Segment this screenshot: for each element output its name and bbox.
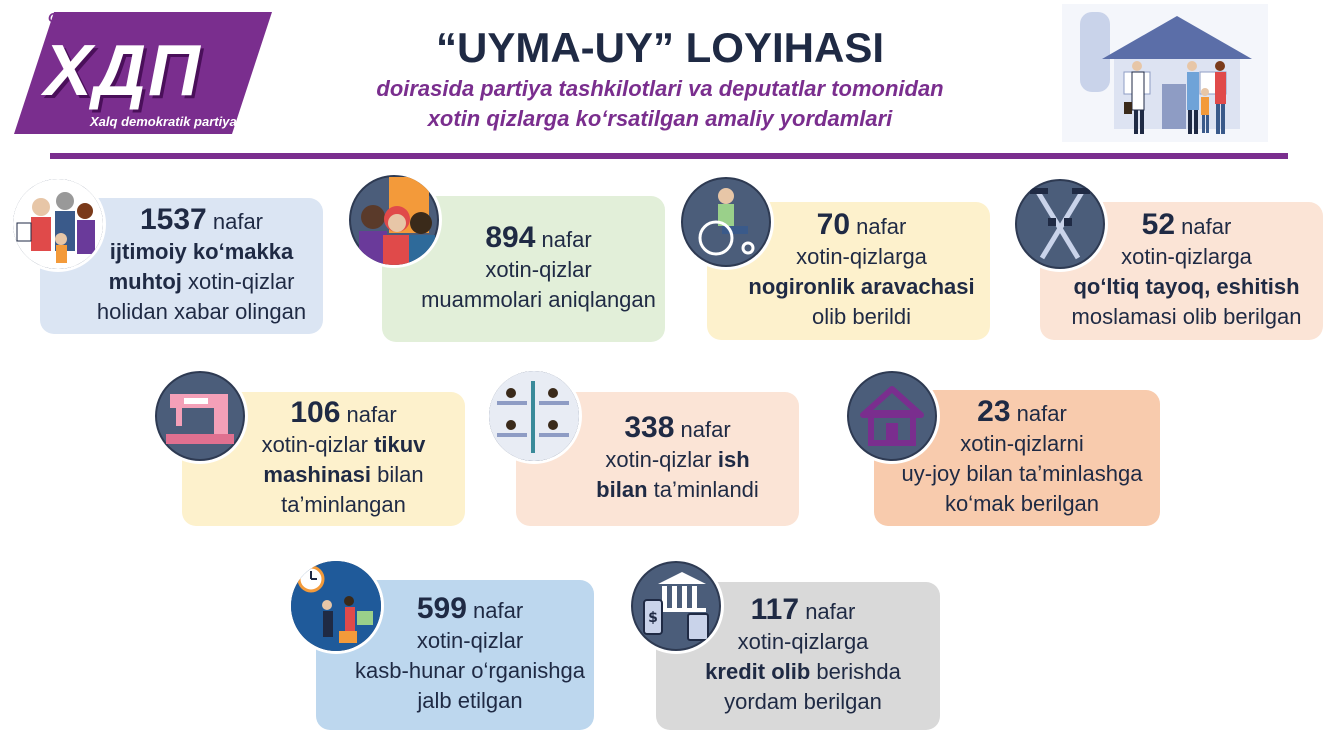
stat-unit: nafar — [473, 598, 524, 623]
stat-number: 894 — [485, 221, 536, 254]
stat-text: olib berildi — [811, 304, 912, 329]
stat-text: mashinasi — [263, 462, 371, 487]
stat-number: 23 — [977, 395, 1011, 428]
family-house-illustration — [1062, 4, 1268, 142]
crutches-icon — [1012, 176, 1108, 272]
stat-text: xotin-qizlarni — [960, 431, 1084, 456]
stat-text: ish — [717, 447, 750, 472]
training-icon — [288, 558, 384, 654]
stat-number: 106 — [290, 396, 341, 429]
stat-text: ta’minlandi — [653, 477, 759, 502]
svg-text:$: $ — [648, 610, 658, 626]
stat-text: muhtoj — [108, 269, 182, 294]
stat-text: berishda — [816, 659, 901, 684]
stat-text: ko‘mak berilgan — [944, 491, 1100, 516]
stat-text: moslamasi olib berilgan — [1071, 304, 1302, 329]
stat-text: holidan xabar olingan — [96, 299, 307, 324]
stat-text: jalb etilgan — [417, 688, 523, 713]
stat-text: xotin-qizlar — [261, 432, 368, 457]
stat-text: yordam berilgan — [724, 689, 882, 714]
stat-unit: nafar — [541, 227, 592, 252]
wheelchair-icon — [678, 174, 774, 270]
stat-text: xotin-qizlar — [188, 269, 295, 294]
stat-unit: nafar — [346, 402, 397, 427]
stat-unit: nafar — [1181, 214, 1232, 239]
stat-number: 117 — [750, 593, 800, 626]
stat-unit: nafar — [680, 417, 731, 442]
subtitle-line-2: xotin qizlarga ko‘rsatilgan amaliy yordamlari — [427, 106, 893, 131]
stat-text: xotin-qizlarga — [1121, 244, 1252, 269]
logo-letters: ХДП — [44, 31, 202, 111]
stat-text: xotin-qizlar — [605, 447, 712, 472]
house-icon — [844, 368, 940, 464]
stat-text: bilan — [596, 477, 648, 502]
stat-number: 52 — [1141, 208, 1176, 241]
stat-text: xotin-qizlarga — [796, 244, 927, 269]
page-title: “UYMA-UY” LOYIHASI — [435, 24, 884, 71]
stat-text: ijtimoiy ko‘makka — [109, 239, 294, 264]
stat-text: ta’minlangan — [281, 492, 406, 517]
subtitle-line-1: doirasida partiya tashkilotlari va deputatlar tomonidan — [376, 76, 944, 101]
stat-number: 599 — [416, 592, 467, 625]
office-workers-icon — [486, 368, 582, 464]
stat-unit: nafar — [212, 209, 264, 234]
stat-text: nogironlik aravachasi — [748, 274, 975, 299]
logo-party-name: Xalq demokratik partiyasi — [90, 114, 248, 129]
stat-text: xotin-qizlar — [416, 628, 524, 653]
stat-text: xotin-qizlarga — [737, 629, 869, 654]
header-divider — [50, 153, 1288, 159]
sewing-machine-icon — [152, 368, 248, 464]
stat-number: 70 — [816, 208, 851, 241]
stat-number: 1537 — [139, 203, 207, 236]
bank-icon — [628, 558, 724, 654]
stat-text: kasb-hunar o‘rganishga — [355, 658, 585, 683]
stat-unit: nafar — [805, 599, 856, 624]
logo-country-text: O‘zbekiston — [48, 10, 122, 25]
stat-text: xotin-qizlar — [485, 257, 592, 282]
stat-unit: nafar — [856, 214, 907, 239]
stat-text: tikuv — [374, 432, 426, 457]
women-group-icon — [10, 176, 106, 272]
stat-text: qo‘ltiq tayoq, eshitish — [1073, 274, 1300, 299]
page-subtitle — [300, 74, 1020, 134]
stat-unit: nafar — [1016, 401, 1067, 426]
stat-text: muammolari aniqlangan — [421, 287, 656, 312]
women-faces-icon — [346, 172, 442, 268]
stat-text: bilan — [377, 462, 424, 487]
stat-number: 338 — [624, 411, 675, 444]
stat-text: uy-joy bilan ta’minlashga — [901, 461, 1143, 486]
stat-text: kredit olib — [705, 659, 811, 684]
